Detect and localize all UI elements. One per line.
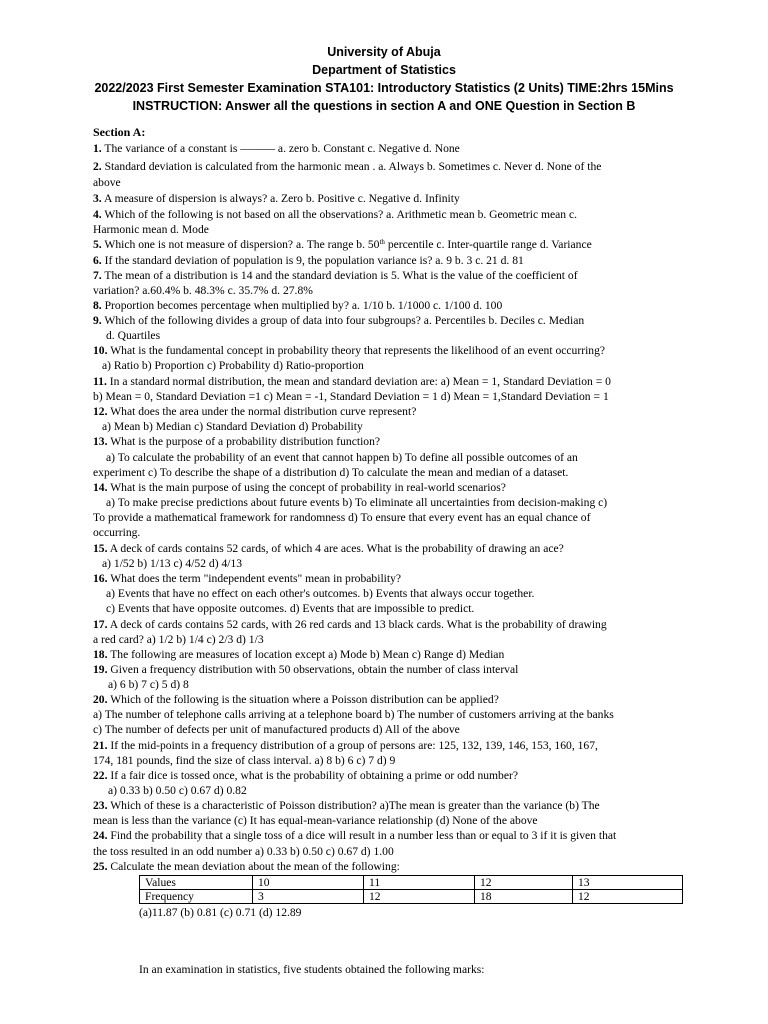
question-24-options: the toss resulted in an odd number a) 0.33 b) 0.50 c) 0.67 d) 1.00 (93, 845, 394, 858)
question-21: 21. If the mid-points in a frequency distribution of a group of persons are: 125, 132, 139, 146, 153, 160, 167, (93, 739, 598, 752)
question-15: 15. A deck of cards contains 52 cards, of which 4 are aces. What is the probability of drawing an ace? (93, 542, 564, 555)
question-10: 10. What is the fundamental concept in probability theory that represents the likelihood of an event occurring? (93, 344, 606, 357)
question-23-options: mean is less than the variance (c) It has equal-mean-variance relationship (d) None of the above (93, 814, 538, 827)
table-cell: Values (140, 876, 253, 890)
question-14-options-cont: To provide a mathematical framework for randomness d) To ensure that every event has an equal chance of (93, 511, 591, 524)
question-20: 20. Which of the following is the situation where a Poisson distribution can be applied? (93, 693, 499, 706)
question-9: 9. Which of the following divides a group of data into four subgroups? a. Percentiles b. Deciles c. Median (93, 314, 585, 327)
section-a-title: Section A: (93, 125, 146, 139)
question-14-options: a) To make precise predictions about future events b) To eliminate all uncertainties from decision-making c) (106, 496, 608, 509)
question-25: 25. Calculate the mean deviation about the mean of the following: (93, 860, 400, 873)
frequency-table (139, 875, 683, 904)
question-19-options: a) 6 b) 7 c) 5 d) 8 (108, 678, 189, 691)
question-14-options-cont2: occurring. (93, 526, 141, 539)
question-11: 11. In a standard normal distribution, the mean and standard deviation are: a) Mean = 1, Standard Deviation = 0 (93, 375, 611, 388)
section-b-intro: In an examination in statistics, five students obtained the following marks: (139, 963, 485, 976)
question-19: 19. Given a frequency distribution with 50 observations, obtain the number of class interval (93, 663, 519, 676)
question-11-options: b) Mean = 0, Standard Deviation =1 c) Mean = -1, Standard Deviation = 1 d) Mean = 1,Standard Deviation = 1 (93, 390, 609, 403)
question-21-options: 174, 181 pounds, find the size of class interval. a) 8 b) 6 c) 7 d) 9 (93, 754, 396, 767)
question-13-options-cont: experiment c) To describe the shape of a distribution d) To calculate the mean and median of a dataset. (93, 466, 569, 479)
question-22: 22. If a fair dice is tossed once, what is the probability of obtaining a prime or odd number? (93, 769, 519, 782)
table-cell: 3 (253, 890, 364, 904)
question-1: 1. The variance of a constant is ——— a. zero b. Constant c. Negative d. None (93, 142, 460, 155)
table-row (140, 876, 683, 890)
exam-title: 2022/2023 First Semester Examination STA101: Introductory Statistics (2 Units) TIME:2hrs 15Mins (94, 81, 674, 95)
question-14: 14. What is the main purpose of using the concept of probability in real-world scenarios? (93, 481, 506, 494)
table-cell: 12 (475, 876, 573, 890)
question-7-cont: variation? a.60.4% b. 48.3% c. 35.7% d. 27.8% (93, 284, 313, 297)
question-17: 17. A deck of cards contains 52 cards, with 26 red cards and 13 black cards. What is the probability of drawing (93, 618, 607, 631)
question-8: 8. Proportion becomes percentage when multiplied by? a. 1/10 b. 1/1000 c. 1/100 d. 100 (93, 299, 503, 312)
question-24: 24. Find the probability that a single toss of a dice will result in a number less than or equal to 3 if it is given that (93, 829, 617, 842)
question-22-options: a) 0.33 b) 0.50 c) 0.67 d) 0.82 (108, 784, 247, 797)
question-13-options: a) To calculate the probability of an event that cannot happen b) To define all possible outcomes of an (106, 451, 578, 464)
question-15-options: a) 1/52 b) 1/13 c) 4/52 d) 4/13 (102, 557, 243, 570)
university-name: University of Abuja (327, 45, 441, 59)
question-2: 2. Standard deviation is calculated from the harmonic mean . a. Always b. Sometimes c. Never d. None of the (93, 160, 602, 173)
question-4: 4. Which of the following is not based on all the observations? a. Arithmetic mean b. Geometric mean c. (93, 208, 578, 221)
question-12: 12. What does the area under the normal distribution curve represent? (93, 405, 417, 418)
question-2-cont: above (93, 176, 121, 189)
question-9-cont: d. Quartiles (106, 329, 161, 342)
department-name: Department of Statistics (312, 63, 456, 77)
table-cell: 13 (573, 876, 683, 890)
question-20-options: a) The number of telephone calls arriving at a telephone board b) The number of customers arriving at the banks (93, 708, 614, 721)
question-16-options: a) Events that have no effect on each other's outcomes. b) Events that always occur together. (106, 587, 535, 600)
question-20-options-cont: c) The number of defects per unit of manufactured products d) All of the above (93, 723, 460, 736)
question-10-options: a) Ratio b) Proportion c) Probability d) Ratio-proportion (102, 359, 364, 372)
question-16-options-cont: c) Events that have opposite outcomes. d) Events that are impossible to predict. (106, 602, 475, 615)
question-17-options: a red card? a) 1/2 b) 1/4 c) 2/3 d) 1/3 (93, 633, 264, 646)
question-12-options: a) Mean b) Median c) Standard Deviation d) Probability (102, 420, 363, 433)
question-16: 16. What does the term "independent events" mean in probability? (93, 572, 402, 585)
table-cell: Frequency (140, 890, 253, 904)
table-row (140, 890, 683, 904)
table-cell: 11 (364, 876, 475, 890)
exam-instruction: INSTRUCTION: Answer all the questions in section A and ONE Question in Section B (132, 99, 636, 113)
question-3: 3. A measure of dispersion is always? a. Zero b. Positive c. Negative d. Infinity (93, 192, 460, 205)
question-25-options: (a)11.87 (b) 0.81 (c) 0.71 (d) 12.89 (139, 906, 302, 919)
question-13: 13. What is the purpose of a probability distribution function? (93, 435, 381, 448)
question-23: 23. Which of these is a characteristic of Poisson distribution? a)The mean is greater than the variance (b) The (93, 799, 600, 812)
question-7: 7. The mean of a distribution is 14 and the standard deviation is 5. What is the value of the coefficient of (93, 269, 578, 282)
table-cell: 10 (253, 876, 364, 890)
table-cell: 12 (573, 890, 683, 904)
question-6: 6. If the standard deviation of population is 9, the population variance is? a. 9 b. 3 c. 21 d. 81 (93, 254, 524, 267)
table-cell: 12 (364, 890, 475, 904)
question-18: 18. The following are measures of location except a) Mode b) Mean c) Range d) Median (93, 648, 505, 661)
question-5: 5. Which one is not measure of dispersion? a. The range b. 50th percentile c. Inter-quartile range d. Variance (93, 238, 592, 251)
question-4-cont: Harmonic mean d. Mode (93, 223, 209, 236)
table-cell: 18 (475, 890, 573, 904)
